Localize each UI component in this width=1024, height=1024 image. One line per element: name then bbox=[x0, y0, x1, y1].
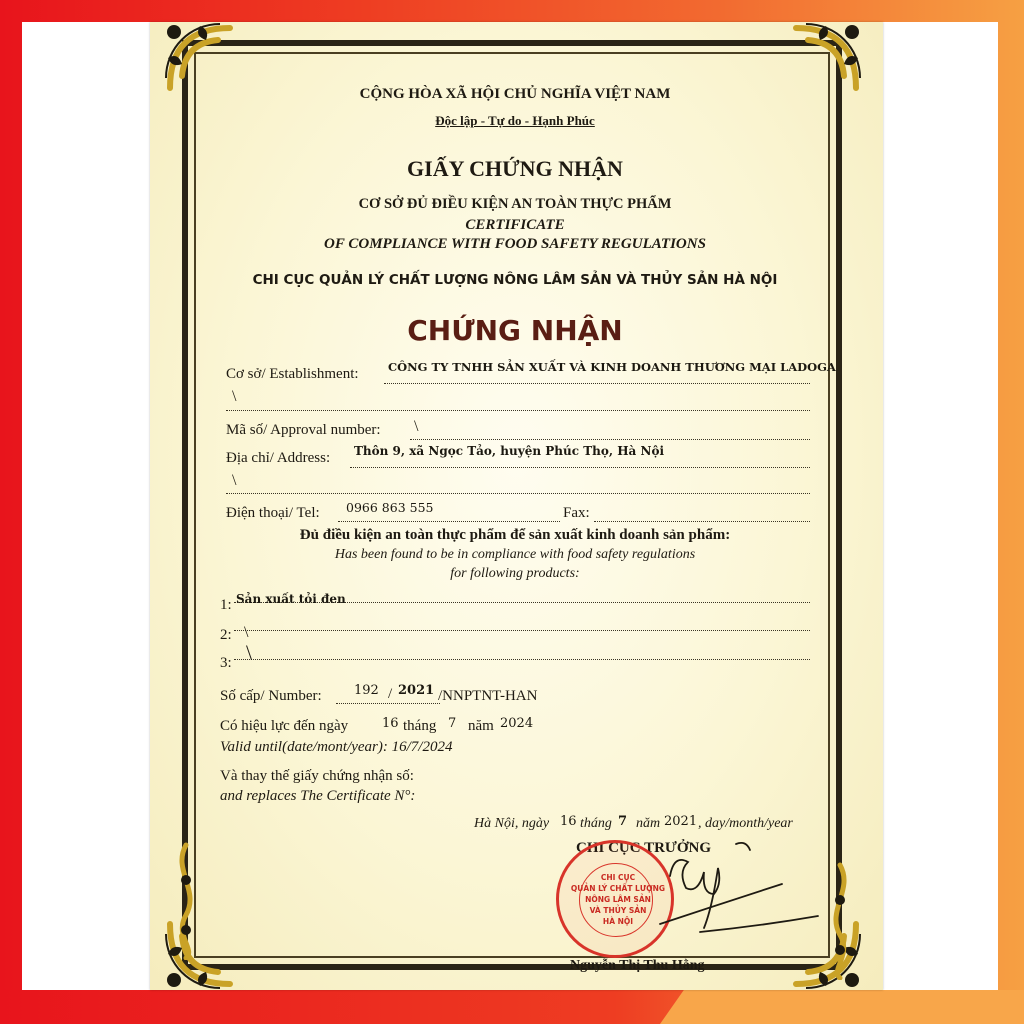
approval-number-label: Mã số/ Approval number: bbox=[226, 422, 381, 438]
validity-year: 2024 bbox=[500, 716, 534, 731]
dotted-line bbox=[594, 521, 810, 522]
number-separator: / bbox=[388, 686, 393, 702]
product-1-value: Sản xuất tỏi đen bbox=[236, 592, 346, 606]
side-ornament-icon bbox=[168, 840, 204, 960]
dotted-line bbox=[384, 383, 810, 384]
dotted-line bbox=[338, 521, 560, 522]
place-date-prefix: Hà Nội, ngày bbox=[474, 816, 550, 831]
certificate-title: GIẤY CHỨNG NHẬN bbox=[407, 156, 623, 181]
certify-heading: CHỨNG NHẬN bbox=[407, 314, 623, 347]
address-value: Thôn 9, xã Ngọc Tảo, huyện Phúc Thọ, Hà Nội bbox=[354, 444, 665, 458]
number-suffix: /NNPTNT-HAN bbox=[438, 688, 538, 704]
dotted-line bbox=[234, 659, 810, 660]
validity-label: Có hiệu lực đến ngày bbox=[220, 718, 349, 734]
seal-text: VÀ THỦY SẢN bbox=[589, 906, 647, 915]
validity-en: Valid until(date/mont/year): 16/7/2024 bbox=[220, 739, 453, 755]
dotted-line bbox=[336, 703, 440, 704]
address-label: Địa chỉ/ Address: bbox=[226, 450, 331, 466]
slash-mark: \ bbox=[232, 472, 237, 489]
dotted-line bbox=[226, 493, 810, 494]
certificate-subtitle-vn: CƠ SỞ ĐỦ ĐIỀU KIỆN AN TOÀN THỰC PHẨM bbox=[358, 196, 672, 212]
seal-text: HÀ NỘI bbox=[602, 917, 634, 926]
product-3-label: 3: bbox=[220, 655, 232, 671]
bottom-banner bbox=[0, 990, 1024, 1024]
signer-position: CHI CỤC TRƯỞNG bbox=[576, 840, 712, 856]
certificate-subtitle-en-2: OF COMPLIANCE WITH FOOD SAFETY REGULATIONS bbox=[324, 236, 706, 252]
replace-label-en: and replaces The Certificate N°: bbox=[220, 788, 416, 804]
handwritten-signature-icon bbox=[640, 836, 830, 946]
validity-month-word: tháng bbox=[403, 718, 437, 734]
number-label: Số cấp/ Number: bbox=[220, 688, 322, 704]
signature-year-word: năm bbox=[636, 816, 661, 831]
signature-day: 16 bbox=[560, 814, 577, 829]
validity-year-word: năm bbox=[468, 718, 494, 734]
validity-day: 16 bbox=[382, 716, 399, 731]
slash-mark: \ bbox=[414, 418, 419, 435]
issuing-authority: CHI CỤC QUẢN LÝ CHẤT LƯỢNG NÔNG LÂM SẢN VÀ THỦY SẢN HÀ NỘI bbox=[252, 272, 778, 288]
signature-month: 7 bbox=[618, 814, 628, 829]
dotted-line bbox=[234, 630, 810, 631]
signature-date-suffix: , day/month/year bbox=[698, 816, 793, 831]
seal-text: CHI CỤC bbox=[600, 873, 636, 882]
replace-label-vn: Và thay thế giấy chứng nhận số: bbox=[220, 768, 414, 784]
number-value: 192 bbox=[354, 683, 379, 698]
seal-text: QUẢN LÝ CHẤT LƯỢNG bbox=[570, 884, 666, 893]
phone-label: Điện thoại/ Tel: bbox=[226, 505, 320, 521]
compliance-statement-vn: Đủ điều kiện an toàn thực phẩm để sản xuất kinh doanh sản phẩm: bbox=[299, 527, 731, 543]
validity-month: 7 bbox=[448, 716, 457, 731]
establishment-label: Cơ sở/ Establishment: bbox=[226, 366, 359, 382]
phone-value: 0966 863 555 bbox=[346, 500, 434, 515]
signature-year: 2021 bbox=[664, 814, 698, 829]
product-2-label: 2: bbox=[220, 627, 232, 643]
nation-heading: CỘNG HÒA XÃ HỘI CHỦ NGHĨA VIỆT NAM bbox=[359, 86, 671, 102]
compliance-statement-en-1: Has been found to be in compliance with food safety regulations bbox=[334, 547, 696, 562]
fax-label: Fax: bbox=[563, 505, 590, 521]
dotted-line bbox=[410, 439, 810, 440]
product-1-label: 1: bbox=[220, 597, 232, 613]
slash-mark: \ bbox=[244, 624, 249, 641]
dotted-line bbox=[350, 467, 810, 468]
compliance-statement-en-2: for following products: bbox=[450, 566, 580, 581]
number-year: 2021 bbox=[398, 683, 435, 698]
establishment-value: CÔNG TY TNHH SẢN XUẤT VÀ KINH DOANH THƯƠNG MẠI LADOGA bbox=[388, 360, 836, 374]
signature-month-word: tháng bbox=[580, 816, 612, 831]
certificate-subtitle-en-1: CERTIFICATE bbox=[465, 217, 565, 233]
signer-name: Nguyễn Thị Thu Hằng bbox=[570, 958, 705, 973]
dotted-line bbox=[226, 410, 810, 411]
motto: Độc lập - Tự do - Hạnh Phúc bbox=[435, 113, 595, 128]
slash-mark: \ bbox=[232, 388, 237, 405]
seal-text: NÔNG LÂM SẢN bbox=[585, 895, 651, 904]
slash-mark: \ bbox=[246, 640, 253, 665]
